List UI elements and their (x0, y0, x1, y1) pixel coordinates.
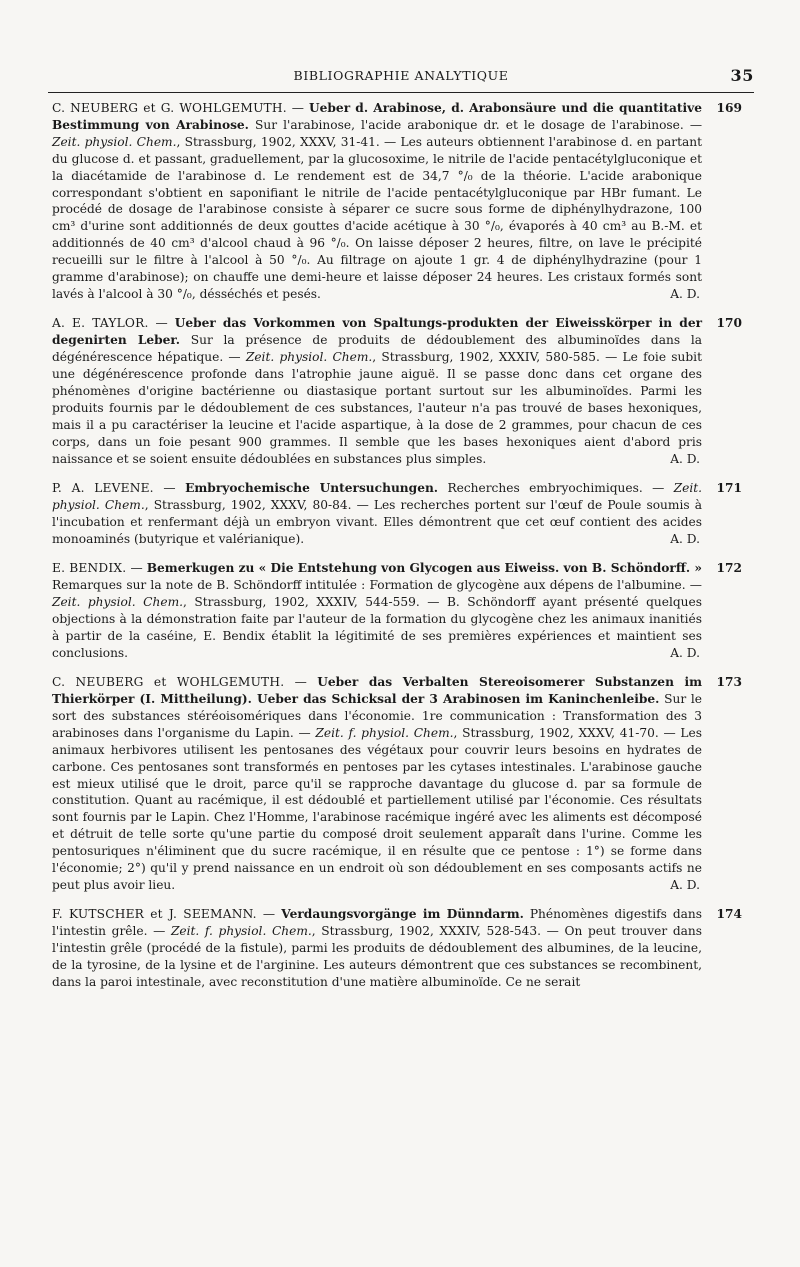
entry-journal: Zeit. physiol. Chem. (245, 350, 373, 365)
entry-title: Bemerkugen zu « Die Entstehung von Glycogen aus Eiweiss. von B. Schöndorff. » (146, 561, 702, 576)
entry-text: , Strassburg, 1902, XXXIV, 528-543. — On peut trouver dans l'intestin grêle (procédé de la fistule), parmi les produits de dédoublement des albumines, de la leucine, de la tyrosine, de la lysine et de l'arginine. Les auteurs démontrent que ces substances se recombinent, dans la paroi intestinale, avec reconstitution d'une matière albuminoïde. Ce ne serait (52, 924, 702, 989)
entry-author: A. E. TAYLOR. — (52, 316, 168, 331)
entry-signature: A. D. (670, 286, 700, 301)
entry-signature: A. D. (670, 451, 700, 466)
entry-journal: Zeit. physiol. Chem. (52, 481, 703, 512)
entry-author: E. BENDIX. — (52, 561, 143, 576)
page-header (48, 66, 754, 90)
entry-title: Verdaungsvorgänge im Dünndarm. (281, 907, 524, 922)
entry-body (52, 674, 742, 894)
entry-170 (52, 315, 742, 467)
entry-title: Embryochemische Untersuchungen. (185, 481, 439, 496)
entry-signature: A. D. (670, 877, 700, 892)
entry-body (52, 560, 742, 661)
entry-body (52, 100, 742, 303)
entry-text: Sur le sort des substances stéréoisomériques dans l'économie. 1re communication : Transformation des 3 arabinoses dans l'organisme du Lapin. — (52, 692, 703, 740)
entry-text: Recherches embryochimiques. — (447, 481, 665, 496)
entry-body (52, 315, 742, 467)
entry-journal: Zeit. physiol. Chem. (52, 134, 177, 149)
entry-number: 173 (716, 675, 742, 690)
entry-text: Phénomènes digestifs dans l'intestin grêle. — (52, 907, 703, 939)
entry-journal: Zeit. f. physiol. Chem. (315, 725, 454, 740)
entry-number: 170 (716, 316, 742, 331)
entry-text: Sur la présence de produits de dédoublement des albuminoïdes dans la dégénérescence hépatique. — (52, 333, 703, 365)
page-number: 35 (730, 66, 754, 85)
entry-author: C. NEUBERG et WOHLGEMUTH. — (52, 675, 308, 690)
entry-number: 172 (716, 561, 742, 576)
entry-journal: Zeit. f. physiol. Chem. (170, 924, 312, 939)
entry-body (52, 906, 742, 991)
entry-body (52, 480, 742, 548)
entry-text: , Strassburg, 1902, XXXV, 80-84. — Les recherches portent sur l'œuf de Poule soumis à l'incubation et renfermant déjà un embryon vivant. Elles démontrent que cet œuf contient des acides monoaminés (butyrique et valérianique). (52, 497, 702, 546)
entry-author: F. KUTSCHER et J. SEEMANN. — (52, 907, 276, 922)
entry-number: 174 (716, 907, 742, 922)
entry-journal: Zeit. physiol. Chem. (52, 594, 183, 609)
entry-171 (52, 480, 742, 548)
entry-text: , Strassburg, 1902, XXXV, 41-70. — Les animaux herbivores utilisent les pentosanes des végétaux pour couvrir leurs besoins en hydrates de carbone. Ces pentosanes sont transformés en pentoses par les cytases intestinales. L'arabinose gauche est mieux utilisé que le droit, parce qu'il se rapproche davantage du glucose d. par sa formule de constitution. Quant au racémique, il est dédoublé et partiellement utilisé par l'économie. Ces résultats sont fournis par le Lapin. Chez l'Homme, l'arabinose racémique ingéré avec les aliments est décomposé et détruit de telle sorte qu'une partie du composé droit seulement apparaît dans l'urine. Comme les pentosuriques n'éliminent que du sucre racémique, il en résulte que ce pentose : 1°) se forme dans l'économie; 2°) qu'il y prend naissance en un endroit où son dédoublement en ses composants actifs ne peut plus avoir lieu. (52, 725, 702, 892)
entry-173 (52, 674, 742, 894)
header-rule (48, 92, 754, 93)
entry-title: Ueber das Verbalten Stereoisomerer Substanzen im Thierkörper (I. Mittheilung). Ueber das Schicksal der 3 Arabinosen im Kaninchenleibe. (52, 675, 703, 706)
entry-text: , Strassburg, 1902, XXXIV, 544-559. — B. Schöndorff ayant présenté quelques objections à la démonstration faite par l'auteur de la formation du glycogène chez les animaux inanitiés à partir de la caséine, E. Bendix établit la légitimité de ses premières expériences et maintient ses conclusions. (52, 594, 702, 660)
entry-number: 169 (716, 101, 742, 115)
entry-title: Ueber das Vorkommen von Spaltungs-produkten der Eiweisskörper in der degenirten Leber. (52, 316, 702, 348)
entry-signature: A. D. (670, 531, 700, 546)
entry-172 (52, 560, 742, 661)
entry-text: Sur l'arabinose, l'acide arabonique dr. et le dosage de l'arabinose. — (255, 117, 703, 132)
running-title: BIBLIOGRAPHIE ANALYTIQUE (293, 68, 509, 83)
entry-169 (52, 100, 742, 303)
entry-174 (52, 906, 742, 991)
entry-text: , Strassburg, 1902, XXXIV, 580-585. — Le foie subit une dégénérescence profonde dans l'atrophie jaune aiguë. Il se passe donc dans cet organe des phénomènes d'origine bactérienne ou diastasique portant surtout sur les albuminoïdes. Parmi les produits fournis par le dédoublement de ces substances, l'auteur n'a pas trouvé de bases hexoniques, mais il a pu caractériser la leucine et l'acide aspartique, à la dose de 2 grammes, pour chacun de ces corps, dans un foie pesant 900 grammes. Il semble que les bases hexoniques aient d'abord pris naissance et se soient ensuite dédoublées en substances plus simples. (52, 350, 702, 466)
entry-number: 171 (716, 481, 742, 496)
entry-text: Remarques sur la note de B. Schöndorff intitulée : Formation de glycogène aux dépens de l'albumine. — (52, 578, 702, 593)
entry-author: C. NEUBERG et G. WOHLGEMUTH. — (52, 101, 305, 115)
entry-title: Ueber d. Arabinose, d. Arabonsäure und die quantitative Bestimmung von Arabinose. (52, 101, 702, 132)
entry-author: P. A. LEVENE. — (52, 481, 176, 496)
bibliography-list (52, 100, 742, 1003)
entry-text: , Strassburg, 1902, XXXV, 31-41. — Les auteurs obtiennent l'arabinose d. en partant du glucose d. et passant, graduellement, par la glucosoxime, le nitrile de l'acide pentacétylgluconique et la diacétamide de l'arabinose d. Le rendement est de 34,7 °/₀ de la théorie. L'acide arabonique correspondant s'obtient en saponifiant le nitrile de l'acide pentacétylgluconique par HBr fumant. Le procédé de dosage de l'arabinose consiste à séparer ce sucre sous forme de diphénylhydrazone, 100 cm³ d'urine sont additionnés de deux gouttes d'acide acétique à 30 °/₀, évaporés à 40 cm³ au B.-M. et additionnés de 40 cm³ d'alcool chaud à 96 °/₀. On laisse déposer 2 heures, filtre, on lave le précipité recueilli sur le filtre à l'alcool à 50 °/₀. Au filtrage on ajoute 1 gr. 4 de diphénylhydrazine (pour 1 gramme d'arabinose); on chauffe une demi-heure et laisse déposer 24 heures. Les cristaux formés sont lavés à l'alcool à 30 °/₀, désséchés et pesés. (52, 134, 702, 301)
entry-signature: A. D. (670, 645, 700, 660)
